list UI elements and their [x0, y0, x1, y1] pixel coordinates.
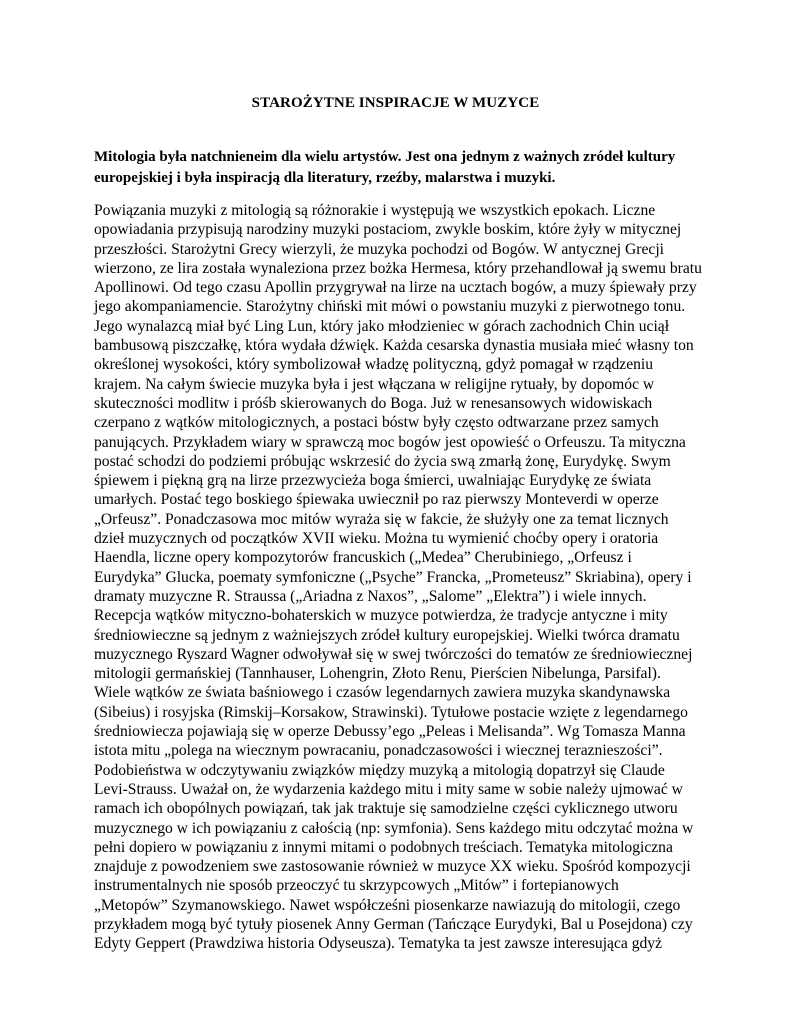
body-line: muzycznego w ich powiązaniu z całością (np: symfonia). Sens każdego mitu odczytać można w [94, 819, 694, 837]
body-line: Recepcja wątków mityczno-bohaterskich w muzyce potwierdza, że tradycje antyczne i mity [94, 607, 668, 625]
body-line: czerpano z wątków mitologicznych, a postaci bóstw były często odtwarzane przez samych [94, 414, 659, 432]
body-line: „Orfeusz”. Ponadczasowa moc mitów wyraża się w fakcie, że służyły one za temat licznych [94, 510, 669, 528]
body-line: śpiewem i piękną grą na lirze przezwycieża boga śmierci, uwalniając Eurydykę ze świata [94, 472, 652, 490]
body-line: Podobieństwa w odczytywaniu związków między muzyką a mitologią dopatrzył się Claude [94, 761, 665, 779]
body-line: „Metopów” Szymanowskiego. Nawet współcześni piosenkarze nawiazują do mitologii, czego [94, 896, 681, 914]
body-line: Eurydyka” Glucka, poematy symfoniczne („Psyche” Francka, „Prometeusz” Skriabina), opery i [94, 568, 692, 586]
body-line: mitologii germańskiej (Tannhauser, Lohengrin, Złoto Renu, Pierścien Nibelunga, Parsifal). [94, 665, 661, 683]
body-line: Edyty Geppert (Prawdziwa historia Odyseusza). Tematyka ta jest zawsze interesująca gdyż [94, 935, 663, 953]
body-line: krajem. Na całym świecie muzyka była i jest włączana w religijne rytuały, by dopomóc w [94, 375, 655, 393]
body-line: przeszłości. Starożytni Grecy wierzyli, że muzyka pochodzi od Bogów. W antycznej Grecji [94, 240, 664, 258]
body-line: istota mitu „polega na wiecznym powracaniu, ponadczasowości i wiecznej teraznieszości”. [94, 742, 663, 760]
body-line: Powiązania muzyki z mitologią są różnorakie i występują we wszystkich epokach. Liczne [94, 202, 656, 219]
body-line: Jego wynalazcą miał być Ling Lun, który jako młodzieniec w górach zachodnich Chin uciął [94, 317, 670, 335]
body-line: opowiadania przypisują narodziny muzyki postaciom, zwykle boskim, które żyły w mitycznej [94, 221, 682, 239]
body-paragraph [94, 201, 714, 954]
body-line: postać schodzi do podziemi próbując wskrzesić do życia swą zmarłą żonę, Eurydykę. Swym [94, 452, 671, 470]
body-line: Levi-Strauss. Uważał on, że wydarzenia każdego mitu i mity same w sobie należy ujmować w [94, 780, 683, 798]
lead-paragraph [94, 147, 714, 189]
body-line: muzycznego Ryszard Wagner odwoływał się w swej twórczości do tematów ze średniowiecznej [94, 645, 693, 663]
body-line: znajduje z powodzeniem swe zastosowanie również w muzyce XX wieku. Spośród kompozycji [94, 858, 691, 876]
body-line: umarłych. Postać tego boskiego śpiewaka uwiecznił po raz pierwszy Monteverdi w operze [94, 491, 659, 509]
body-line: dzieł muzycznych od początków XVII wieku. Można tu wymienić choćby opery i oratoria [94, 530, 659, 548]
body-line: dramaty muzyczne R. Straussa („Ariadna z Naxos”, „Salome” „Elektra”) i wiele innych. [94, 587, 647, 605]
body-line: bambusową piszczałkę, która wydała dźwięk. Każda cesarska dynastia musiała mieć własny ton [94, 337, 694, 355]
body-line: panujących. Przykładem wiary w sprawczą moc bogów jest opowieść o Orfeuszu. Ta mityczna [94, 433, 686, 451]
body-line: Haendla, liczne opery kompozytorów francuskich („Medea” Cherubiniego, „Orfeusz i [94, 549, 632, 567]
body-line: Wiele wątków ze świata baśniowego i czasów legendarnych zawiera muzyka skandynawska [94, 684, 671, 702]
body-line: wierzono, ze lira została wynaleziona przez bożka Hermesa, który przehandlował ją swemu bratu [94, 259, 702, 277]
body-line: ramach ich obopólnych powiązań, tak jak traktuje się samodzielne części cyklicznego utworu [94, 800, 678, 818]
page-title: STAROŻYTNE INSPIRACJE W MUZYCE [251, 95, 540, 111]
body-line: średniowiecza pojawiają się w operze Debussy’ego „Peleas i Melisanda”. Wg Tomasza Manna [94, 723, 686, 741]
body-line: określonej wysokości, który symbolizował władzę polityczną, gdyż pomagał w rządzeniu [94, 356, 654, 374]
body-line: Apollinowi. Od tego czasu Apollin przygrywał na lirze na ucztach bogów, a muzy śpiewały przy [94, 279, 697, 297]
lead-line: europejskiej i była inspiracją dla literatury, rzeźby, malarstwa i muzyki. [94, 170, 556, 186]
body-line: jego akompaniamencie. Starożytny chiński mit mówi o powstaniu muzyki z pierwotnego tonu. [94, 298, 686, 316]
body-line: skuteczności modlitw i próśb skierowanych do Boga. Już w renesansowych widowiskach [94, 394, 653, 412]
body-line: przykładem mogą być tytuły piosenek Anny German (Tańczące Eurydyki, Bal u Posejdona) czy [94, 915, 693, 933]
body-line: instrumentalnych nie sposób przeoczyć tu skrzypcowych „Mitów” i fortepianowych [94, 877, 619, 895]
lead-line: Mitologia była natchnieneim dla wielu artystów. Jest ona jednym z ważnych zródeł kultury [94, 149, 676, 165]
body-line: (Sibeius) i rosyjska (Rimskij–Korsakow, Strawinski). Tytułowe postacie wzięte z legendarnego [94, 703, 688, 721]
body-line: średniowieczne są jednym z ważniejszych zródeł kultury europejskiej. Wielki twórca dramatu [94, 626, 680, 644]
body-line: pełni dopiero w powiązaniu z innymi mitami o podobnych treściach. Tematyka mitologiczna [94, 838, 673, 856]
